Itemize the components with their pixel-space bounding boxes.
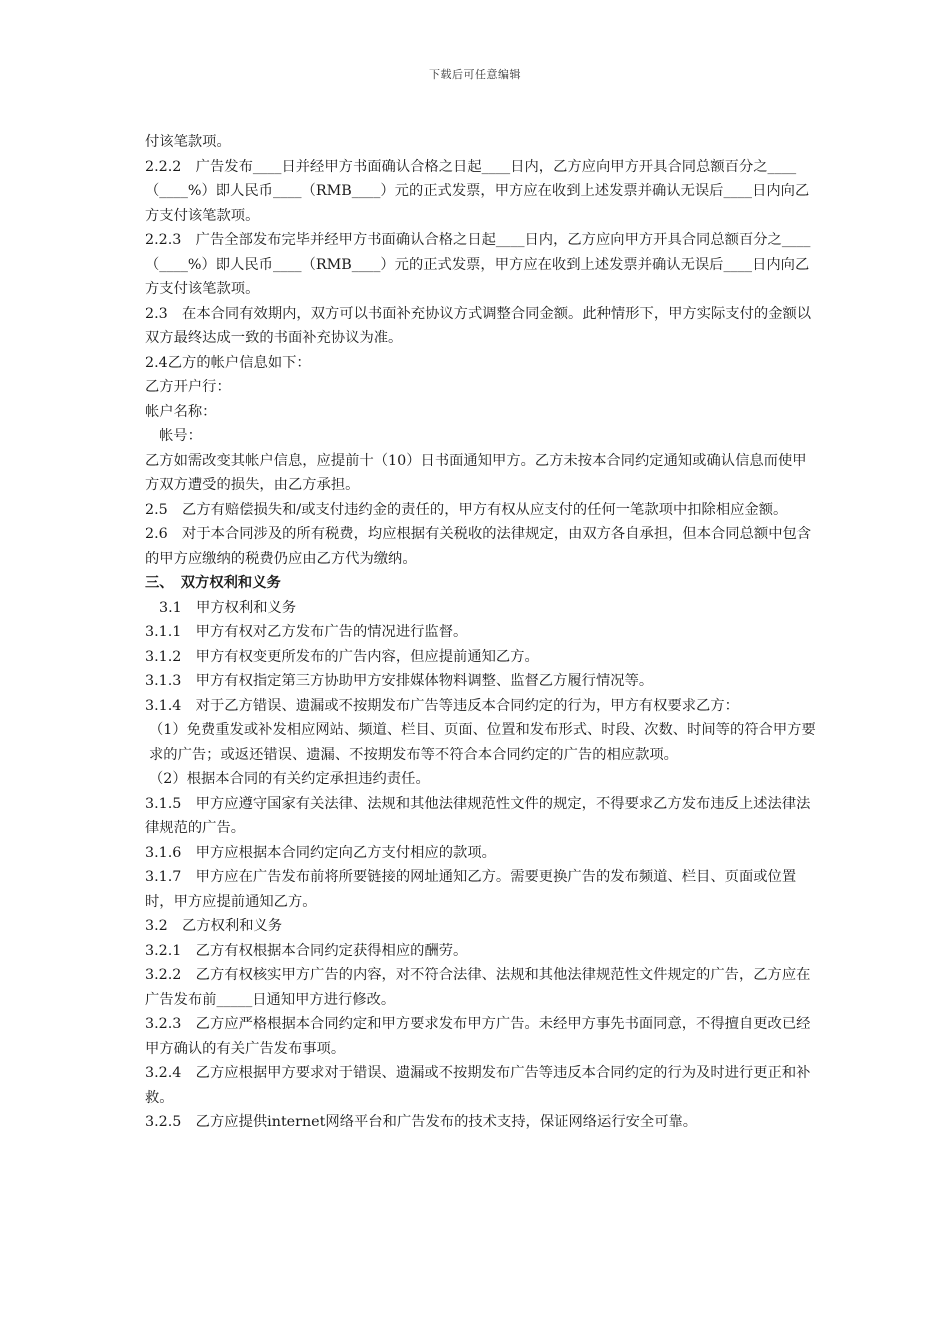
paragraph: 3.1.2 甲方有权变更所发布的广告内容，但应提前通知乙方。 bbox=[145, 648, 539, 665]
paragraph: 付该笔款项。 bbox=[145, 134, 231, 150]
paragraph: 3.1.1 甲方有权对乙方发布广告的情况进行监督。 bbox=[145, 624, 468, 640]
paragraph: （1）免费重发或补发相应网站、频道、栏目、页面、位置和发布形式、时段、次数、时间等的符合甲方要求的广告；或返还错误、遗漏、不按期发布等不符合本合同约定的广告的相应款项。 bbox=[149, 722, 816, 763]
paragraph: 3.2.5 乙方应提供internet网络平台和广告发布的技术支持，保证网络运行安全可靠。 bbox=[145, 1114, 698, 1130]
paragraph: 3.2.4 乙方应根据甲方要求对于错误、遗漏或不按期发布广告等违反本合同约定的行为及时进行更正和补救。 bbox=[145, 1065, 811, 1106]
paragraph: （2）根据本合同的有关约定承担违约责任。 bbox=[149, 771, 430, 787]
paragraph: 三、 双方权利和义务 bbox=[145, 575, 281, 591]
paragraph: 2.5 乙方有赔偿损失和/或支付违约金的责任的，甲方有权从应支付的任何一笔款项中扣除相应金额。 bbox=[145, 501, 788, 518]
paragraph: 3.2.2 乙方有权核实甲方广告的内容，对不符合法律、法规和其他法律规范性文件规定的广告，乙方应在广告发布前_____日通知甲方进行修改。 bbox=[145, 967, 811, 1008]
paragraph: 3.2 乙方权利和义务 bbox=[145, 918, 283, 934]
paragraph: 帐号： bbox=[159, 428, 202, 444]
paragraph: 3.1.6 甲方应根据本合同约定向乙方支付相应的款项。 bbox=[145, 844, 496, 861]
paragraph: 2.2.3 广告全部发布完毕并经甲方书面确认合格之日起____日内，乙方应向甲方开具合同总额百分之____（____%）即人民币____（RMB____）元的正式发票，甲方应在收到上述发票并确认无误后____日内向乙方支付该笔款项。 bbox=[145, 232, 811, 297]
paragraph: 2.4乙方的帐户信息如下： bbox=[145, 354, 311, 371]
paragraph: 乙方开户行： bbox=[145, 379, 231, 395]
paragraph: 3.2.3 乙方应严格根据本合同约定和甲方要求发布甲方广告。未经甲方事先书面同意，不得擅自更改已经甲方确认的有关广告发布事项。 bbox=[145, 1016, 811, 1057]
paragraph: 2.6 对于本合同涉及的所有税费，均应根据有关税收的法律规定，由双方各自承担，但本合同总额中包含的甲方应缴纳的税费仍应由乙方代为缴纳。 bbox=[145, 526, 812, 567]
page-header: 下载后可任意编辑 bbox=[429, 68, 521, 81]
document-body bbox=[145, 130, 817, 1135]
paragraph: 3.1.7 甲方应在广告发布前将所要链接的网址通知乙方。需要更换广告的发布频道、栏目、页面或位置时，甲方应提前通知乙方。 bbox=[145, 869, 797, 910]
paragraph: 乙方如需改变其帐户信息，应提前十（10）日书面通知甲方。乙方未按本合同约定通知或确认信息而使甲方双方遭受的损失，由乙方承担。 bbox=[145, 452, 807, 493]
paragraph: 3.1.3 甲方有权指定第三方协助甲方安排媒体物料调整、监督乙方履行情况等。 bbox=[145, 673, 654, 689]
paragraph: 帐户名称： bbox=[145, 403, 217, 420]
paragraph: 3.1 甲方权利和义务 bbox=[159, 599, 297, 616]
paragraph: 3.2.1 乙方有权根据本合同约定获得相应的酬劳。 bbox=[145, 942, 468, 959]
paragraph: 2.2.2 广告发布____日并经甲方书面确认合格之日起____日内，乙方应向甲方开具合同总额百分之____（____%）即人民币____（RMB____）元的正式发票，甲方应在收到上述发票并确认无误后____日内向乙方支付该笔款项。 bbox=[145, 158, 810, 224]
paragraph: 3.1.5 甲方应遵守国家有关法律、法规和其他法律规范性文件的规定，不得要求乙方发布违反上述法律法律规范的广告。 bbox=[145, 795, 811, 836]
paragraph: 3.1.4 对于乙方错误、遗漏或不按期发布广告等违反本合同约定的行为，甲方有权要求乙方： bbox=[145, 697, 739, 714]
paragraph: 2.3 在本合同有效期内，双方可以书面补充协议方式调整合同金额。此种情形下，甲方实际支付的金额以双方最终达成一致的书面补充协议为准。 bbox=[145, 305, 812, 346]
